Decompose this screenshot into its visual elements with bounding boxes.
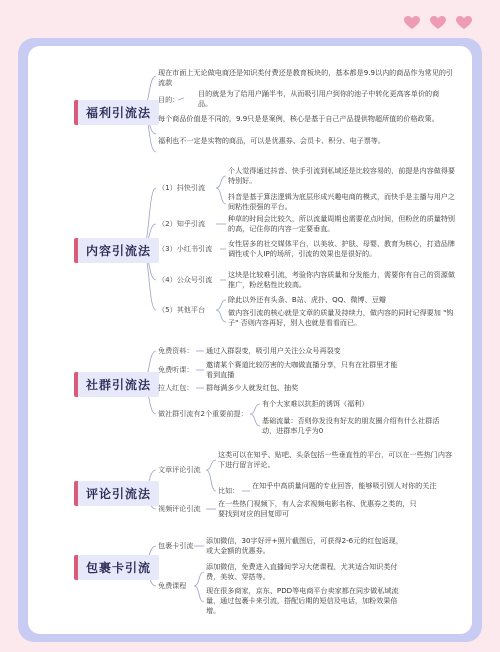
package-course-item-2: 现在很多商家，京东、PDD等电商平台卖家都在同步做私域流量，通过包裹卡来引流，搭配后期的短信及电话，加粉效果倍增。 [206, 586, 399, 615]
review-article-sub-text: 在知乎中高质量问题的专业回答，能够吸引别人对你的关注 [252, 481, 437, 490]
content-official-account-item-1: 这块是比较难引流，考验你内容质量和分发能力，需要你有自己的资源做推广，粉丝粘性比较高。 [228, 270, 455, 289]
community-text-course: 邀请某个赛道比较厉害的大咖做直播分享，只有在社群里才能看到直播 [206, 360, 398, 379]
content-branch-douyin: （1）抖快引流 [158, 183, 206, 192]
content-branch-zhihu: （2）知乎引流 [158, 219, 206, 228]
section-title-content: 内容引流法 [74, 238, 159, 263]
welfare-item-1: 现在市面上无论做电商还是知识类付费还是教育板块的，基本都是9.9以内的商品作为常见的引流款 [158, 68, 454, 87]
community-label-premises: 做社群引流有2个重要前提： [158, 409, 248, 418]
content-branch-xiaohongshu: （3）小红书引流 [158, 244, 213, 253]
welfare-item-purpose-label: 目的： [158, 95, 180, 104]
package-course-item-1: 添加微信，免费进入直播间学习大佬课程，尤其适合知识类付费，美妆、穿搭等。 [206, 562, 398, 581]
welfare-item-purpose-text: 目的就是为了给用户踊半韦，从而吸引用户到你的池子中转化更高客单价的商品。 [198, 89, 440, 108]
welfare-item-4: 福利也不一定是实物的商品，可以是优惠券、会员卡、积分、电子票等。 [158, 136, 385, 145]
section-title-review: 评论引流法 [74, 481, 159, 506]
review-branch-article: 文章评论引流 [158, 465, 201, 474]
hearts-decoration [404, 16, 472, 30]
heart-icon [430, 16, 446, 30]
community-label-course: 免费听课： [158, 365, 194, 374]
content-other-item-2: 做内容引流的核心就是文章的质量及持续力，做内容的同时记得要加 "钩子" 否则内容再好，别人也就是看看而已。 [228, 308, 454, 327]
package-branch-card: 包裹卡引流 [158, 541, 194, 550]
review-video-item-1: 在一些热门视频下，有人会求视频电影名称、优惠券之类的，只要找到对应的回复即可 [218, 499, 417, 518]
package-card-item-1: 添加微信，30字好评+照片截图后，可获得2-6元的红包返现，或大金额的优惠券。 [206, 536, 403, 555]
community-label-redpacket: 拉人红包： [158, 383, 194, 392]
content-branch-official-account: （4）公众号引流 [158, 275, 213, 284]
review-article-sub-label: 比如： [218, 486, 240, 495]
heart-icon [404, 16, 420, 30]
package-branch-course: 免费课程 [158, 581, 187, 590]
section-title-welfare: 福利引流法 [74, 100, 159, 125]
mind-map [28, 46, 472, 634]
heart-icon [456, 16, 472, 30]
community-text-materials: 通过入群裂变，吸引用户关注公众号再裂变 [206, 346, 341, 355]
content-branch-other: （5）其他平台 [158, 305, 206, 314]
review-article-item-1: 这类可以在知乎、贴吧、头条包括一些垂直性的平台，可以在一些热门内容下进行留言评论。 [218, 450, 453, 469]
review-branch-video: 视频评论引流 [158, 504, 201, 513]
section-title-package: 包裹卡引流 [74, 555, 159, 580]
community-premise-1: 有个大家难以抗拒的诱饵（福利） [262, 399, 369, 408]
community-label-materials: 免费资料： [158, 346, 194, 355]
welfare-item-3: 每个商品价值是不同的，9.9只是是案例，核心是基于自己产品提供物超所值的价格政策。 [158, 114, 439, 123]
content-other-item-1: 除此以外还有头条、B站、虎扑、QQ、微博、豆瓣 [228, 295, 386, 304]
community-text-redpacket: 群每满多少人就发红包、抽奖 [206, 383, 299, 392]
content-zhihu-item-1: 种草的时间会比较久，所以流量周期也需要花点时间，但粉丝的质量特别的高，记住你的内容一定要垂直。 [228, 214, 455, 233]
section-title-community: 社群引流法 [74, 372, 159, 397]
content-douyin-item-2: 抖音是基于算法逻辑为底层形成兴趣电商的模式，而快手是主播与用户之间粘性很强的平台。 [228, 192, 455, 211]
content-douyin-item-1: 个人觉得通过抖音、快手引流到私域还是比较容易的，前提是内容做得要特别好。 [228, 166, 455, 185]
content-xiaohongshu-item-1: 女性居多的社交媒体平台，以美妆、护肤、母婴、教育为核心，打造品牌调性或个人IP的场所，引流的效果也是很好的。 [228, 239, 455, 258]
community-premise-2: 基础流量：否则你发没有好友的朋友圈介绍有什么社群活动，进群率几乎为0 [262, 416, 440, 435]
